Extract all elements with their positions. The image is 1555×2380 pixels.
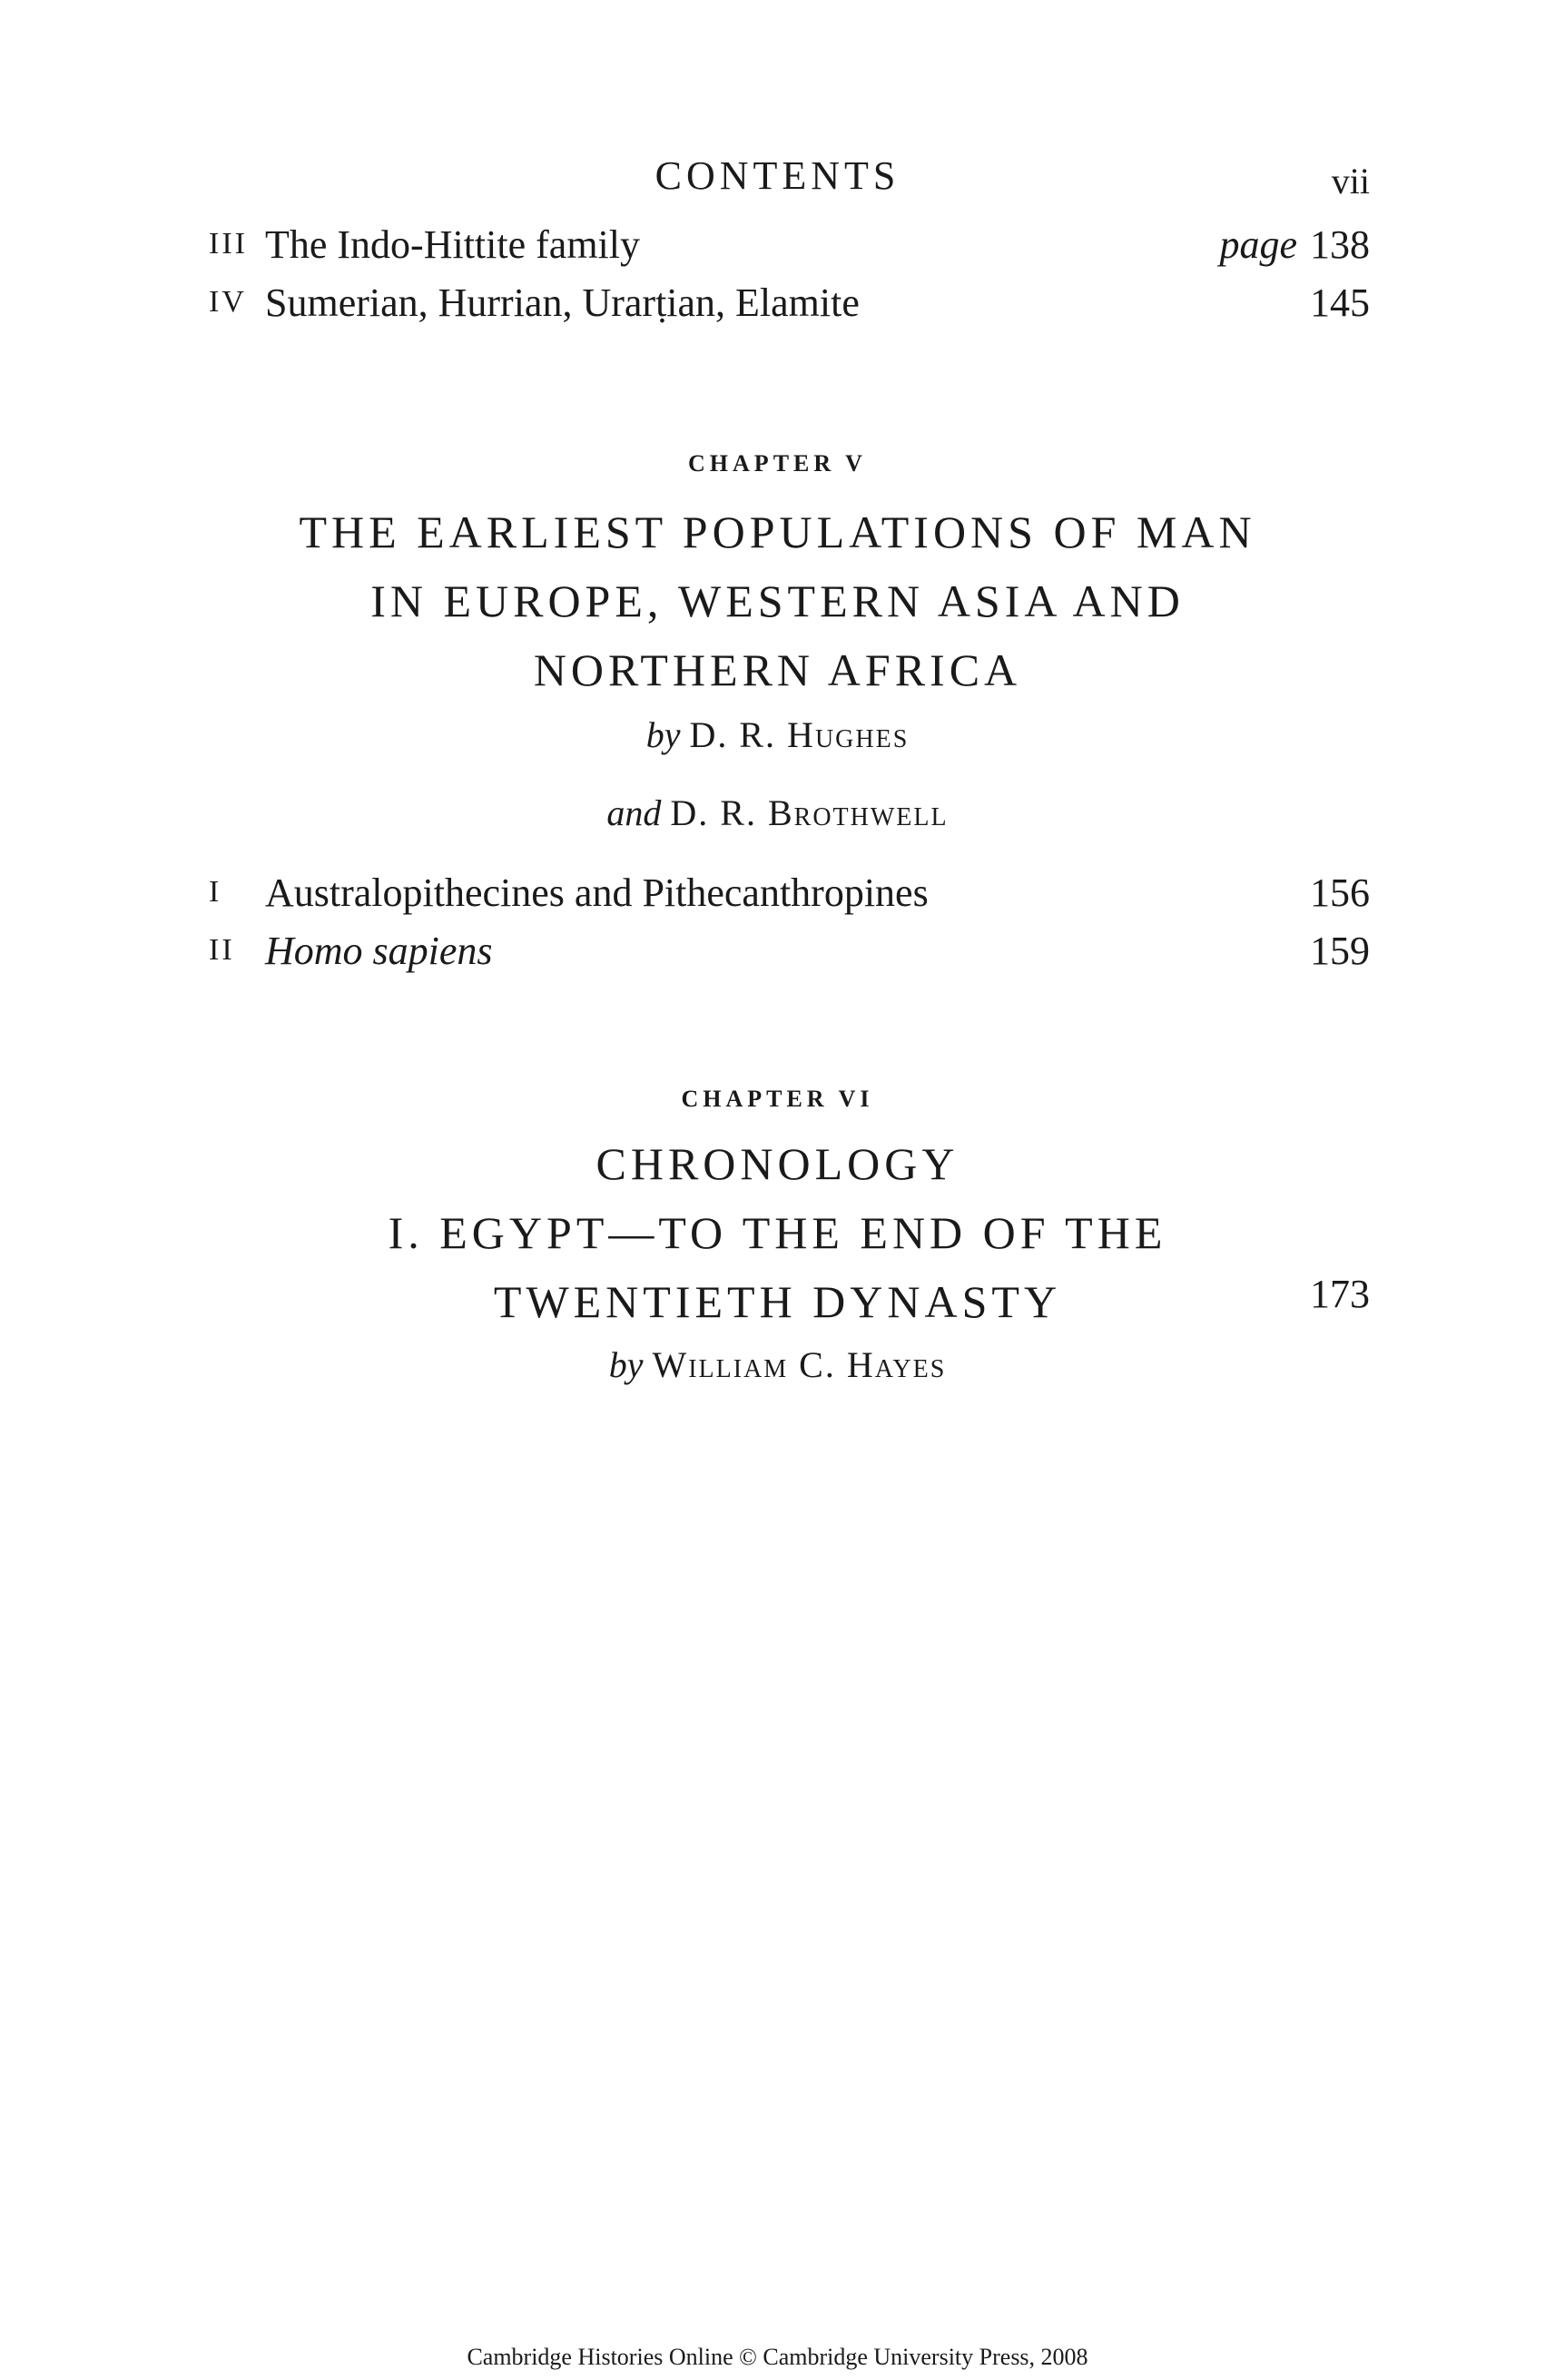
toc-entry-title: Australopithecines and Pithecanthropines [265, 870, 929, 915]
chapter-heading-line: I. EGYPT—TO THE END OF THE [388, 1207, 1167, 1258]
byline-author: D. R. Brothwell [670, 792, 949, 833]
toc-entry-page: 173 [1310, 1272, 1370, 1316]
chapter-heading [0, 497, 1555, 704]
chapter-page-row [0, 1271, 1555, 1325]
page-number: 138 [1310, 222, 1370, 267]
chapter-heading-line: THE EARLIEST POPULATIONS OF MAN [299, 506, 1256, 557]
toc-entry-number: IV [209, 285, 247, 319]
toc-entry [0, 221, 1555, 276]
toc-entry-title: The Indo-Hittite family [265, 222, 640, 267]
byline [0, 792, 1555, 834]
toc-entry-title: Homo sapiens [265, 929, 493, 973]
toc-entry-number: II [209, 933, 235, 967]
chapter-heading-line: CHRONOLOGY [595, 1138, 960, 1189]
toc-entry [0, 870, 1555, 924]
chapter-label: CHAPTER VI [681, 1086, 874, 1112]
toc-entry-number: III [209, 227, 248, 261]
chapter-label: CHAPTER V [688, 450, 867, 477]
copyright-footer: Cambridge Histories Online © Cambridge University Press, 2008 [467, 2344, 1088, 2370]
toc-entry-page: 145 [1310, 280, 1370, 325]
byline-prefix: and [606, 792, 662, 833]
toc-entry-page: 156 [1310, 870, 1370, 915]
page-folio: vii [1331, 161, 1370, 202]
toc-entry-title: Sumerian, Hurrian, Urarṭian, Elamite [265, 280, 860, 325]
chapter-heading-line: NORTHERN AFRICA [533, 644, 1022, 695]
toc-entry [0, 928, 1555, 982]
byline [0, 1343, 1555, 1386]
toc-entry [0, 280, 1555, 334]
chapter-heading-line: TWENTIETH DYNASTY [493, 1276, 1062, 1327]
toc-entry-page: 159 [1310, 929, 1370, 973]
toc-entry-number: I [209, 875, 222, 909]
byline-prefix: by [608, 1344, 644, 1385]
running-title: CONTENTS [654, 153, 901, 198]
byline-prefix: by [645, 714, 681, 755]
toc-entry-page [1219, 221, 1370, 268]
byline-author: William C. Hayes [652, 1344, 947, 1385]
page-header [0, 152, 1555, 207]
page-word: page [1219, 222, 1297, 267]
chapter-heading-line: IN EUROPE, WESTERN ASIA AND [370, 575, 1185, 626]
byline [0, 713, 1555, 756]
byline-author: D. R. Hughes [689, 714, 910, 755]
